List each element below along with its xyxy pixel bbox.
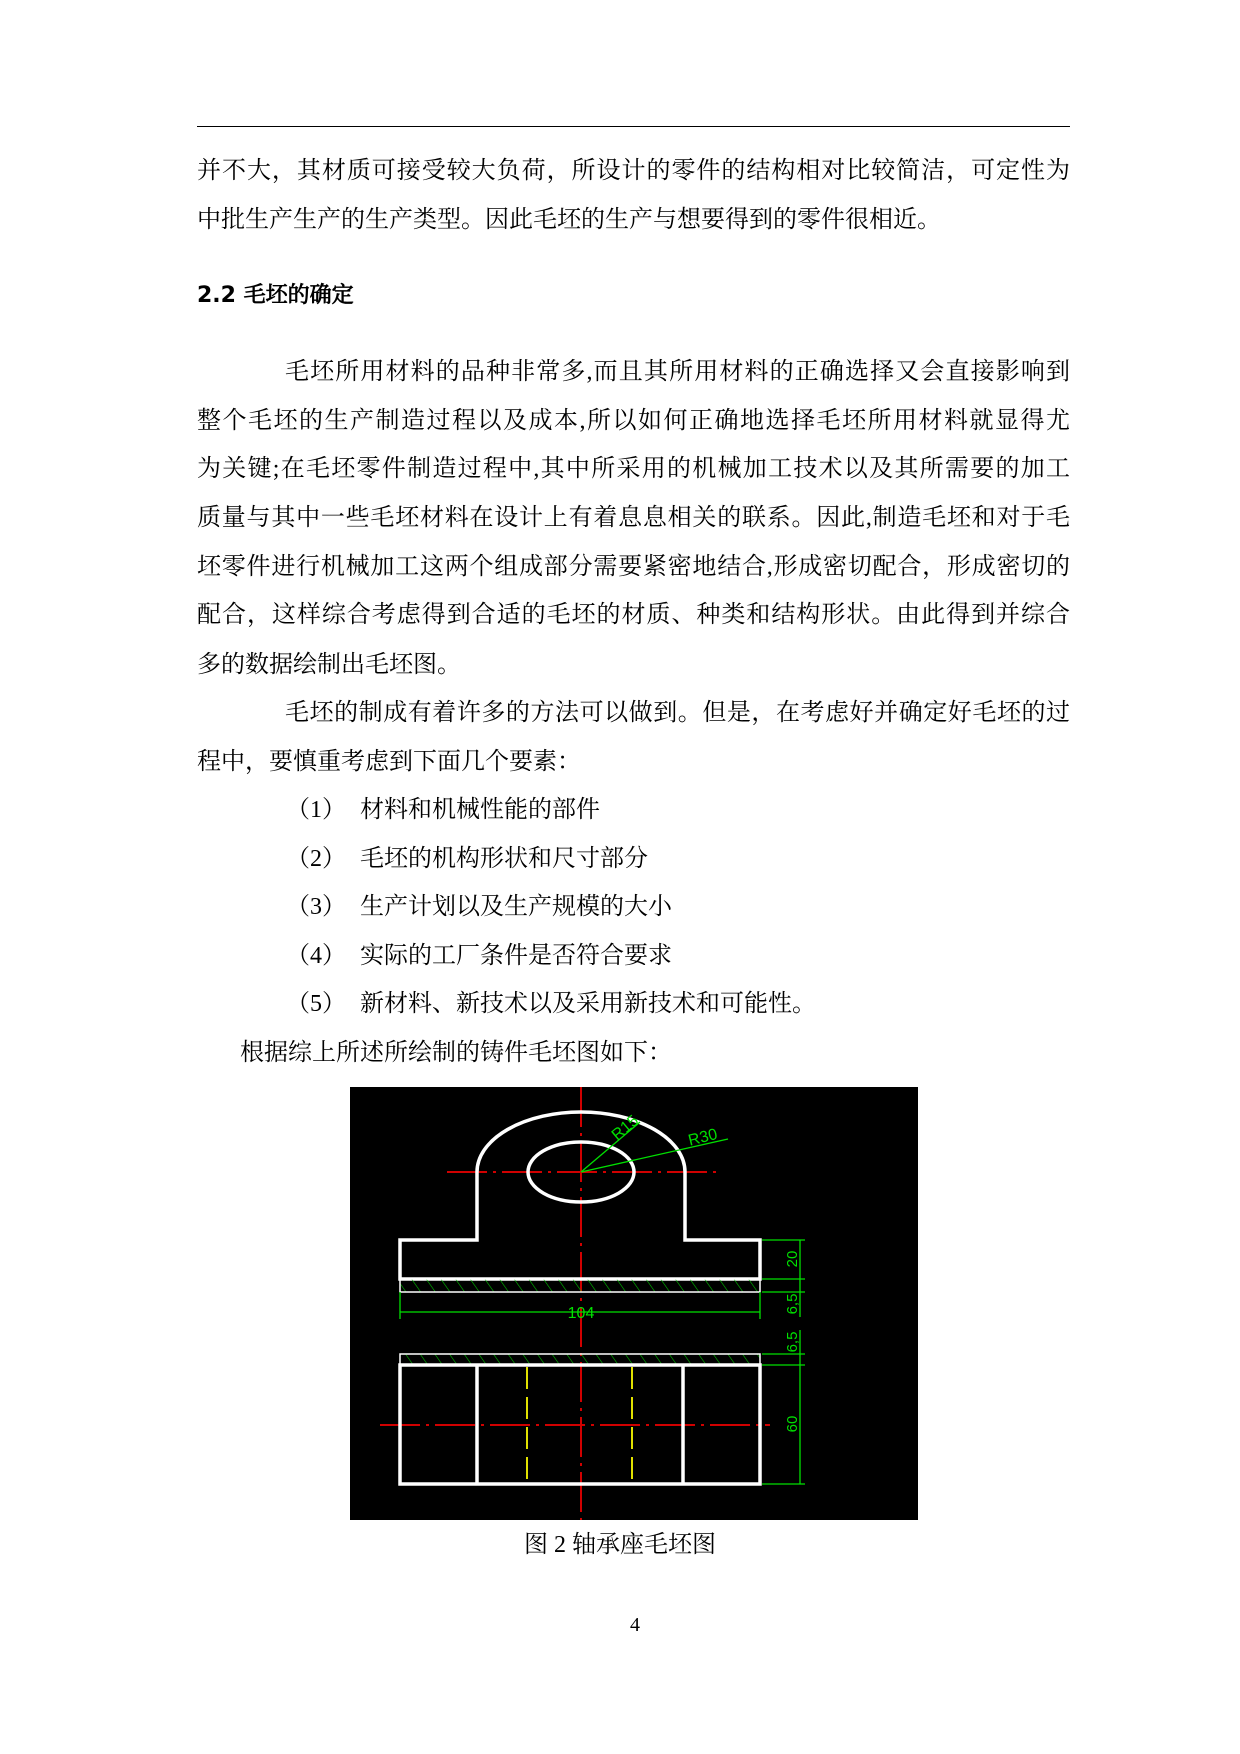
header-rule <box>197 126 1070 127</box>
paragraph-line: 程中，要慎重考虑到下面几个要素： <box>197 749 581 775</box>
paragraph-line: 配合，这样综合考虑得到合适的毛坯的材质、种类和结构形状。由此得到并综合 <box>197 602 1070 628</box>
list-item: 材料和机械性能的部件 <box>360 797 600 823</box>
vertical-dimensions <box>762 1240 805 1484</box>
list-number: （1） <box>286 797 346 823</box>
list-number: （5） <box>286 991 346 1017</box>
paragraph-line: 毛坯的制成有着许多的方法可以做到。但是，在考虑好并确定好毛坯的过 <box>285 700 1070 726</box>
figure-intro: 根据综上所述所绘制的铸件毛坯图如下： <box>240 1040 672 1066</box>
paragraph-line: 坯零件进行机械加工这两个组成部分需要紧密地结合,形成密切配合，形成密切的 <box>197 554 1070 580</box>
width-label: 104 <box>567 1305 595 1322</box>
list-item: 生产计划以及生产规模的大小 <box>360 894 672 920</box>
list-item: 新材料、新技术以及采用新技术和可能性。 <box>360 991 816 1017</box>
paragraph-line: 整个毛坯的生产制造过程以及成本,所以如何正确地选择毛坯所用材料就显得尤 <box>197 408 1070 434</box>
base-height-label: 20 <box>784 1250 801 1268</box>
paragraph-line: 质量与其中一些毛坯材料在设计上有着息息相关的联系。因此,制造毛坯和对于毛 <box>197 505 1070 531</box>
intro-line: 中批生产生产的生产类型。因此毛坯的生产与想要得到的零件很相近。 <box>197 207 941 233</box>
strip-height-label: 6,5 <box>784 1331 801 1353</box>
paragraph-line: 多的数据绘制出毛坯图。 <box>197 652 461 678</box>
blank-drawing-figure <box>350 1087 918 1520</box>
strip-height-label: 6,5 <box>784 1293 801 1315</box>
intro-line: 并不大，其材质可接受较大负荷，所设计的零件的结构相对比较简洁，可定性为 <box>197 158 1070 184</box>
center-lines <box>380 1087 770 1520</box>
list-number: （2） <box>286 846 346 872</box>
list-number: （4） <box>286 943 346 969</box>
paragraph-line: 为关键;在毛坯零件制造过程中,其中所采用的机械加工技术以及其所需要的加工 <box>197 456 1070 482</box>
page-number: 4 <box>630 1614 640 1636</box>
paragraph-line: 毛坯所用材料的品种非常多,而且其所用材料的正确选择又会直接影响到 <box>285 359 1070 385</box>
r15-label: R15 <box>608 1112 643 1145</box>
figure-caption: 图 2 轴承座毛坯图 <box>524 1532 716 1558</box>
list-number: （3） <box>286 894 346 920</box>
list-item: 毛坯的机构形状和尺寸部分 <box>360 846 648 872</box>
section-heading: 2.2 毛坯的确定 <box>197 283 354 308</box>
list-item: 实际的工厂条件是否符合要求 <box>360 943 672 969</box>
r30-label: R30 <box>686 1126 720 1150</box>
body-height-label: 60 <box>784 1415 801 1433</box>
hatched-allowance <box>400 1279 760 1292</box>
cad-drawing <box>350 1087 918 1520</box>
